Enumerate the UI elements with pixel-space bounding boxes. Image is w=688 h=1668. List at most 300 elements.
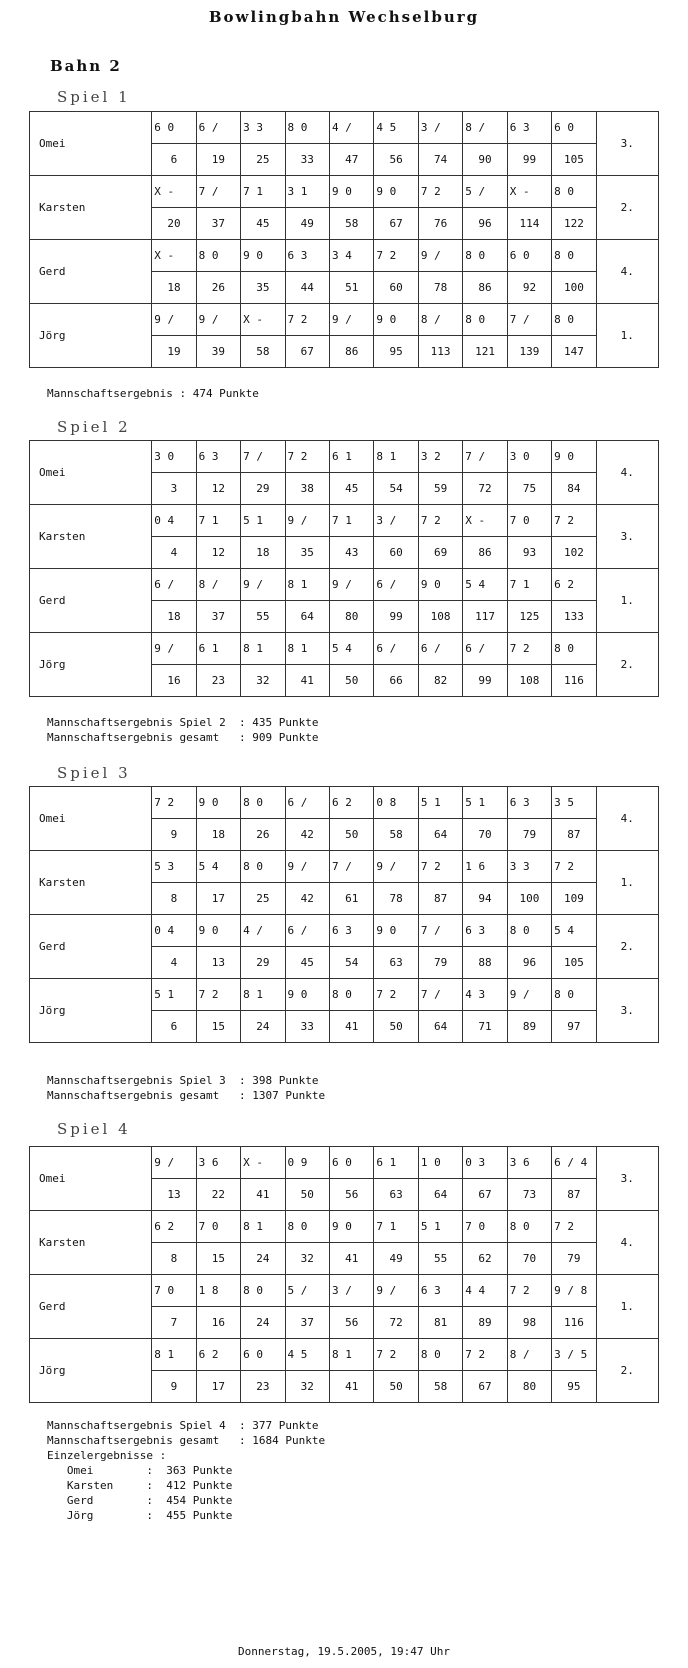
frame-score: 99 [463,665,507,697]
frame-rolls: 8 1 [241,1211,285,1243]
frame-score: 32 [241,665,285,697]
frame-score: 81 [418,1307,462,1339]
score-table [29,786,659,1043]
frame-rolls: 8 1 [374,441,418,473]
frame-rolls: 7 2 [507,1275,551,1307]
frame-rolls: 1 8 [196,1275,240,1307]
frame-rolls: X - [241,304,285,336]
frame-rolls: 9 0 [196,787,240,819]
frame-score: 41 [329,1011,373,1043]
frame-rolls: 6 3 [463,915,507,947]
frame-rolls: X - [507,176,551,208]
team-result-line: Omei : 363 Punkte [47,1464,233,1477]
frame-rolls: 8 1 [241,979,285,1011]
frame-rolls: X - [241,1147,285,1179]
frame-score: 16 [196,1307,240,1339]
frame-rolls: 5 4 [463,569,507,601]
frame-rolls: 9 0 [285,979,329,1011]
frame-rolls: 1 6 [463,851,507,883]
frame-score: 99 [507,144,551,176]
player-placement: 2. [596,633,658,697]
player-rolls-row [30,979,659,1011]
player-placement: 3. [596,112,658,176]
frame-rolls: 6 2 [552,569,596,601]
frame-rolls: 9 / [152,633,196,665]
frame-score: 79 [552,1243,596,1275]
frame-rolls: 8 / [418,304,462,336]
frame-rolls: 8 0 [418,1339,462,1371]
player-placement: 4. [596,787,658,851]
frame-rolls: X - [152,176,196,208]
frame-score: 54 [374,473,418,505]
player-placement: 1. [596,569,658,633]
frame-rolls: 8 / [507,1339,551,1371]
frame-rolls: 0 3 [463,1147,507,1179]
frame-score: 93 [507,537,551,569]
frame-rolls: 9 / [196,304,240,336]
frame-score: 45 [241,208,285,240]
frame-rolls: 9 0 [374,915,418,947]
frame-rolls: 9 / [285,851,329,883]
frame-rolls: 0 4 [152,505,196,537]
frame-rolls: 9 / [152,304,196,336]
team-result-line: Karsten : 412 Punkte [47,1479,233,1492]
frame-score: 113 [418,336,462,368]
frame-score: 94 [463,883,507,915]
frame-rolls: 3 / [329,1275,373,1307]
frame-score: 64 [285,601,329,633]
frame-score: 29 [241,473,285,505]
frame-score: 105 [552,144,596,176]
frame-rolls: 8 0 [507,1211,551,1243]
frame-score: 64 [418,1011,462,1043]
frame-rolls: 8 0 [552,633,596,665]
frame-score: 100 [552,272,596,304]
frame-rolls: 0 4 [152,915,196,947]
frame-score: 3 [152,473,196,505]
frame-rolls: 7 2 [418,505,462,537]
frame-rolls: 9 0 [329,1211,373,1243]
player-rolls-row [30,176,659,208]
frame-score: 13 [152,1179,196,1211]
frame-rolls: 5 1 [463,787,507,819]
frame-rolls: 7 1 [241,176,285,208]
frame-score: 35 [241,272,285,304]
frame-score: 80 [507,1371,551,1403]
frame-rolls: 6 3 [285,240,329,272]
frame-rolls: 9 / [418,240,462,272]
frame-rolls: 7 0 [196,1211,240,1243]
frame-rolls: 3 1 [285,176,329,208]
frame-rolls: 7 2 [463,1339,507,1371]
frame-rolls: 3 0 [507,441,551,473]
frame-score: 69 [418,537,462,569]
frame-score: 105 [552,947,596,979]
frame-rolls: 7 2 [285,304,329,336]
team-result [47,715,319,745]
frame-rolls: 7 0 [507,505,551,537]
frame-rolls: 6 / 4 [552,1147,596,1179]
game-heading: Spiel 3 [57,764,131,782]
frame-rolls: 7 2 [374,1339,418,1371]
frame-rolls: 8 0 [196,240,240,272]
frame-rolls: 6 1 [374,1147,418,1179]
frame-rolls: 7 2 [374,240,418,272]
frame-score: 22 [196,1179,240,1211]
frame-score: 139 [507,336,551,368]
frame-score: 50 [329,665,373,697]
frame-rolls: 8 0 [329,979,373,1011]
frame-score: 54 [329,947,373,979]
frame-score: 147 [552,336,596,368]
frame-rolls: 6 / [285,787,329,819]
frame-rolls: 9 / [241,569,285,601]
team-result-line: Gerd : 454 Punkte [47,1494,233,1507]
frame-score: 133 [552,601,596,633]
frame-score: 78 [374,883,418,915]
player-placement: 1. [596,304,658,368]
frame-rolls: 6 0 [507,240,551,272]
frame-rolls: 0 8 [374,787,418,819]
frame-rolls: 9 / [507,979,551,1011]
player-name: Omei [30,441,152,505]
frame-rolls: 9 / [329,569,373,601]
frame-rolls: 6 2 [152,1211,196,1243]
frame-score: 87 [552,819,596,851]
frame-score: 76 [418,208,462,240]
frame-score: 17 [196,883,240,915]
frame-score: 89 [507,1011,551,1043]
frame-score: 42 [285,819,329,851]
frame-score: 100 [507,883,551,915]
frame-score: 32 [285,1371,329,1403]
player-placement: 4. [596,441,658,505]
frame-rolls: 3 6 [507,1147,551,1179]
frame-rolls: 8 0 [507,915,551,947]
frame-score: 90 [463,144,507,176]
team-result [47,386,259,401]
player-name: Jörg [30,1339,152,1403]
frame-score: 73 [507,1179,551,1211]
frame-score: 50 [329,819,373,851]
frame-score: 43 [329,537,373,569]
frame-score: 122 [552,208,596,240]
player-name: Karsten [30,1211,152,1275]
player-rolls-row [30,1211,659,1243]
frame-score: 64 [418,1179,462,1211]
frame-score: 67 [285,336,329,368]
frame-rolls: 8 0 [241,851,285,883]
player-name: Gerd [30,240,152,304]
frame-score: 4 [152,947,196,979]
frame-score: 86 [463,272,507,304]
frame-rolls: 3 / 5 [552,1339,596,1371]
frame-rolls: 7 2 [152,787,196,819]
frame-score: 44 [285,272,329,304]
frame-rolls: 5 1 [418,787,462,819]
frame-score: 56 [329,1179,373,1211]
player-placement: 1. [596,1275,658,1339]
team-result-line: Mannschaftsergebnis gesamt : 1307 Punkte [47,1089,326,1102]
frame-rolls: 6 / [152,569,196,601]
frame-score: 7 [152,1307,196,1339]
frame-rolls: 9 / [152,1147,196,1179]
frame-score: 18 [152,272,196,304]
frame-rolls: 9 / [329,304,373,336]
frame-rolls: 6 3 [507,787,551,819]
team-result-line: Mannschaftsergebnis Spiel 2 : 435 Punkte [47,716,319,729]
frame-rolls: 5 3 [152,851,196,883]
frame-rolls: 9 / [374,851,418,883]
frame-score: 24 [241,1243,285,1275]
frame-score: 56 [374,144,418,176]
frame-score: 6 [152,144,196,176]
player-name: Karsten [30,505,152,569]
frame-score: 58 [374,819,418,851]
frame-score: 59 [418,473,462,505]
frame-score: 61 [329,883,373,915]
frame-rolls: 8 0 [241,1275,285,1307]
frame-rolls: 7 1 [374,1211,418,1243]
frame-score: 41 [241,1179,285,1211]
player-name: Jörg [30,979,152,1043]
frame-rolls: 9 / [285,505,329,537]
player-rolls-row [30,304,659,336]
frame-score: 70 [507,1243,551,1275]
frame-rolls: 4 3 [463,979,507,1011]
frame-score: 12 [196,537,240,569]
frame-rolls: 6 2 [329,787,373,819]
frame-rolls: 3 / [374,505,418,537]
frame-rolls: 3 / [418,112,462,144]
frame-rolls: 9 0 [374,304,418,336]
player-placement: 4. [596,1211,658,1275]
score-table [29,1146,659,1403]
frame-rolls: 7 / [196,176,240,208]
frame-rolls: 6 0 [152,112,196,144]
frame-score: 26 [196,272,240,304]
frame-score: 41 [329,1243,373,1275]
player-name: Jörg [30,304,152,368]
frame-score: 116 [552,1307,596,1339]
frame-score: 18 [196,819,240,851]
frame-rolls: 5 / [285,1275,329,1307]
frame-score: 8 [152,1243,196,1275]
frame-score: 17 [196,1371,240,1403]
frame-score: 95 [552,1371,596,1403]
frame-rolls: 8 0 [552,176,596,208]
frame-score: 84 [552,473,596,505]
frame-rolls: 8 1 [285,569,329,601]
player-rolls-row [30,915,659,947]
frame-score: 55 [241,601,285,633]
frame-score: 29 [241,947,285,979]
frame-rolls: 7 0 [152,1275,196,1307]
frame-rolls: 7 2 [552,851,596,883]
frame-score: 74 [418,144,462,176]
frame-rolls: 6 3 [418,1275,462,1307]
frame-rolls: 6 3 [507,112,551,144]
frame-rolls: 5 1 [418,1211,462,1243]
frame-score: 114 [507,208,551,240]
frame-score: 15 [196,1011,240,1043]
score-table [29,111,659,368]
frame-rolls: 7 2 [552,1211,596,1243]
lane-heading: Bahn 2 [50,57,122,75]
frame-score: 58 [329,208,373,240]
player-placement: 3. [596,1147,658,1211]
frame-rolls: 6 2 [196,1339,240,1371]
frame-score: 96 [463,208,507,240]
frame-rolls: 6 1 [196,633,240,665]
frame-rolls: 3 0 [152,441,196,473]
frame-rolls: 7 2 [285,441,329,473]
frame-score: 102 [552,537,596,569]
frame-rolls: 7 2 [507,633,551,665]
frame-rolls: 7 1 [507,569,551,601]
frame-score: 6 [152,1011,196,1043]
frame-rolls: 7 1 [196,505,240,537]
player-placement: 2. [596,176,658,240]
frame-score: 51 [329,272,373,304]
frame-rolls: X - [152,240,196,272]
frame-rolls: 7 2 [196,979,240,1011]
frame-rolls: 4 5 [374,112,418,144]
frame-rolls: 5 4 [196,851,240,883]
frame-rolls: 5 1 [152,979,196,1011]
frame-rolls: 7 / [329,851,373,883]
frame-rolls: 4 5 [285,1339,329,1371]
frame-rolls: 6 1 [329,441,373,473]
frame-rolls: 4 / [241,915,285,947]
frame-rolls: 7 / [241,441,285,473]
frame-rolls: 6 0 [329,1147,373,1179]
player-placement: 3. [596,979,658,1043]
frame-rolls: 3 4 [329,240,373,272]
frame-score: 55 [418,1243,462,1275]
frame-score: 20 [152,208,196,240]
frame-score: 38 [285,473,329,505]
frame-score: 35 [285,537,329,569]
player-name: Jörg [30,633,152,697]
frame-score: 80 [329,601,373,633]
frame-rolls: 8 0 [463,240,507,272]
frame-score: 15 [196,1243,240,1275]
team-result-line: Mannschaftsergebnis gesamt : 909 Punkte [47,731,319,744]
frame-rolls: 8 1 [285,633,329,665]
frame-score: 33 [285,144,329,176]
frame-score: 62 [463,1243,507,1275]
game-heading: Spiel 4 [57,1120,131,1138]
player-rolls-row [30,441,659,473]
frame-score: 25 [241,883,285,915]
frame-rolls: 7 / [463,441,507,473]
frame-rolls: 7 2 [418,176,462,208]
frame-score: 97 [552,1011,596,1043]
frame-score: 50 [374,1371,418,1403]
frame-score: 49 [285,208,329,240]
frame-score: 25 [241,144,285,176]
score-table [29,440,659,697]
frame-score: 9 [152,1371,196,1403]
frame-score: 72 [374,1307,418,1339]
player-name: Omei [30,787,152,851]
player-placement: 2. [596,1339,658,1403]
frame-score: 71 [463,1011,507,1043]
frame-rolls: 5 4 [329,633,373,665]
frame-score: 79 [418,947,462,979]
frame-rolls: 1 0 [418,1147,462,1179]
frame-rolls: 7 0 [463,1211,507,1243]
frame-score: 13 [196,947,240,979]
frame-score: 32 [285,1243,329,1275]
frame-score: 109 [552,883,596,915]
game-heading: Spiel 2 [57,418,131,436]
player-placement: 4. [596,240,658,304]
frame-rolls: 8 0 [241,787,285,819]
player-rolls-row [30,569,659,601]
player-name: Karsten [30,851,152,915]
frame-score: 99 [374,601,418,633]
frame-score: 56 [329,1307,373,1339]
frame-rolls: 9 0 [418,569,462,601]
frame-score: 19 [152,336,196,368]
player-name: Omei [30,1147,152,1211]
frame-score: 116 [552,665,596,697]
frame-score: 47 [329,144,373,176]
team-result-line: Mannschaftsergebnis Spiel 3 : 398 Punkte [47,1074,319,1087]
frame-score: 24 [241,1307,285,1339]
frame-score: 96 [507,947,551,979]
frame-score: 58 [418,1371,462,1403]
player-name: Gerd [30,1275,152,1339]
frame-score: 50 [285,1179,329,1211]
frame-score: 92 [507,272,551,304]
frame-score: 37 [196,601,240,633]
frame-score: 39 [196,336,240,368]
player-rolls-row [30,1339,659,1371]
frame-score: 121 [463,336,507,368]
frame-rolls: 6 0 [552,112,596,144]
frame-rolls: 6 / [463,633,507,665]
print-timestamp: Donnerstag, 19.5.2005, 19:47 Uhr [238,1645,450,1658]
team-result-line: Mannschaftsergebnis gesamt : 1684 Punkte [47,1434,326,1447]
frame-score: 95 [374,336,418,368]
frame-rolls: 3 3 [241,112,285,144]
frame-rolls: 8 0 [285,112,329,144]
frame-score: 37 [285,1307,329,1339]
frame-score: 72 [463,473,507,505]
frame-rolls: 9 / [374,1275,418,1307]
frame-rolls: 7 2 [374,979,418,1011]
frame-rolls: 9 / 8 [552,1275,596,1307]
player-name: Karsten [30,176,152,240]
frame-score: 67 [463,1179,507,1211]
frame-score: 87 [418,883,462,915]
team-result-line: Jörg : 455 Punkte [47,1509,233,1522]
frame-score: 108 [418,601,462,633]
frame-rolls: 6 3 [329,915,373,947]
frame-score: 89 [463,1307,507,1339]
frame-rolls: 8 0 [285,1211,329,1243]
frame-score: 64 [418,819,462,851]
frame-score: 18 [152,601,196,633]
frame-score: 4 [152,537,196,569]
frame-rolls: 8 0 [552,304,596,336]
frame-rolls: 8 0 [463,304,507,336]
frame-score: 24 [241,1011,285,1043]
frame-rolls: 5 / [463,176,507,208]
